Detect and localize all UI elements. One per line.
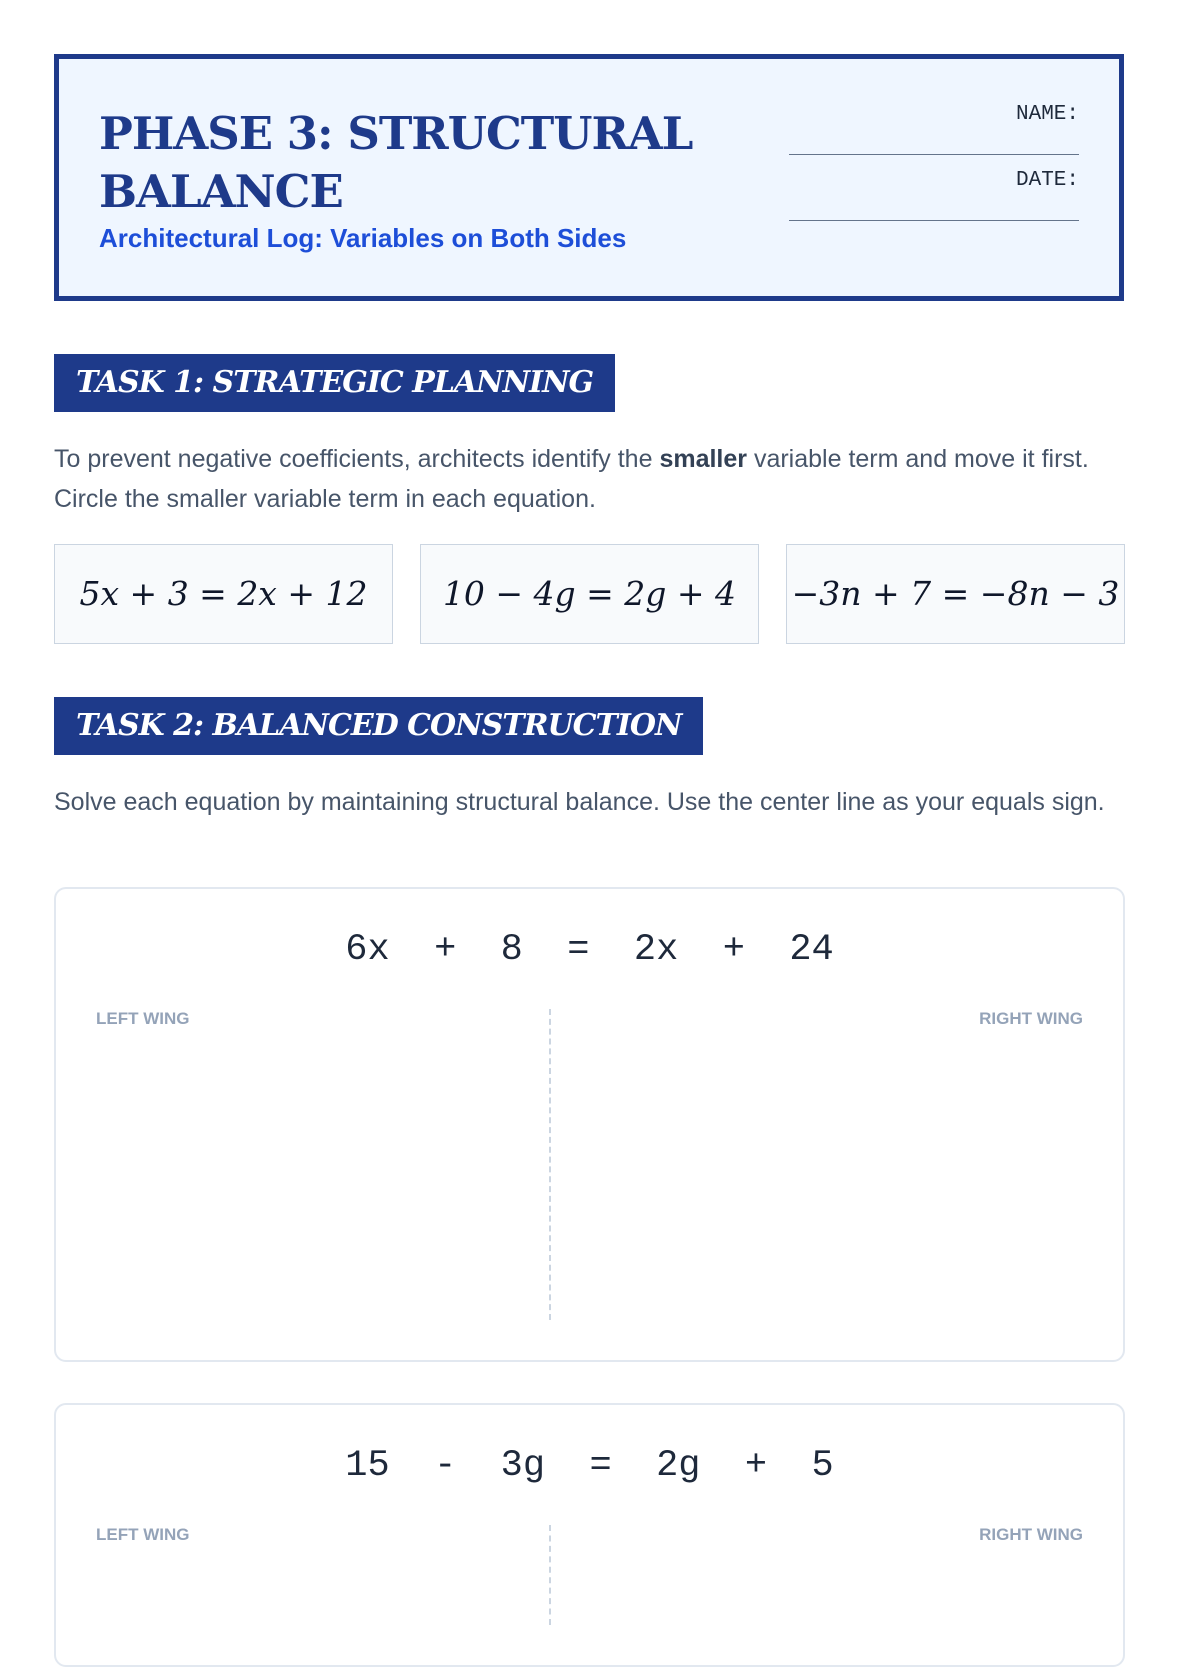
right-wing-label: RIGHT WING (979, 1009, 1083, 1028)
left-wing-label: LEFT WING (96, 1009, 190, 1028)
equation-box[interactable]: −3n + 7 = −8n − 3 (786, 544, 1125, 644)
problem-card (54, 887, 1125, 1362)
name-field[interactable] (789, 103, 1079, 155)
center-divider (549, 1525, 551, 1625)
page-subtitle: Architectural Log: Variables on Both Sides (99, 223, 627, 253)
date-field[interactable] (789, 169, 1079, 221)
emphasis: smaller (659, 445, 747, 473)
left-wing-label: LEFT WING (96, 1525, 190, 1544)
task2-instructions: Solve each equation by maintaining structural balance. Use the center line as your equals sign. (54, 788, 1105, 816)
task1-instructions (54, 439, 1124, 519)
equation-box[interactable]: 5x + 3 = 2x + 12 (54, 544, 393, 644)
text: To prevent negative coefficients, architects identify the (54, 445, 660, 473)
problem-equation: 15 - 3g = 2g + 5 (345, 1445, 834, 1487)
name-label: NAME: (1015, 103, 1079, 126)
right-wing-label: RIGHT WING (979, 1525, 1083, 1544)
equation-box[interactable]: 10 − 4g = 2g + 4 (420, 544, 759, 644)
problem-card (54, 1403, 1125, 1667)
page-title: PHASE 3: STRUCTURAL BALANCE (99, 107, 693, 218)
task2-heading: TASK 2: BALANCED CONSTRUCTION (54, 697, 703, 755)
date-label: DATE: (1015, 169, 1079, 192)
worksheet-header (54, 54, 1124, 301)
text: variable term and move it first. Circle the smaller variable term in each equation. (54, 445, 1089, 513)
problem-equation: 6x + 8 = 2x + 24 (345, 929, 834, 971)
center-divider (549, 1009, 551, 1320)
task1-heading: TASK 1: STRATEGIC PLANNING (54, 354, 615, 412)
